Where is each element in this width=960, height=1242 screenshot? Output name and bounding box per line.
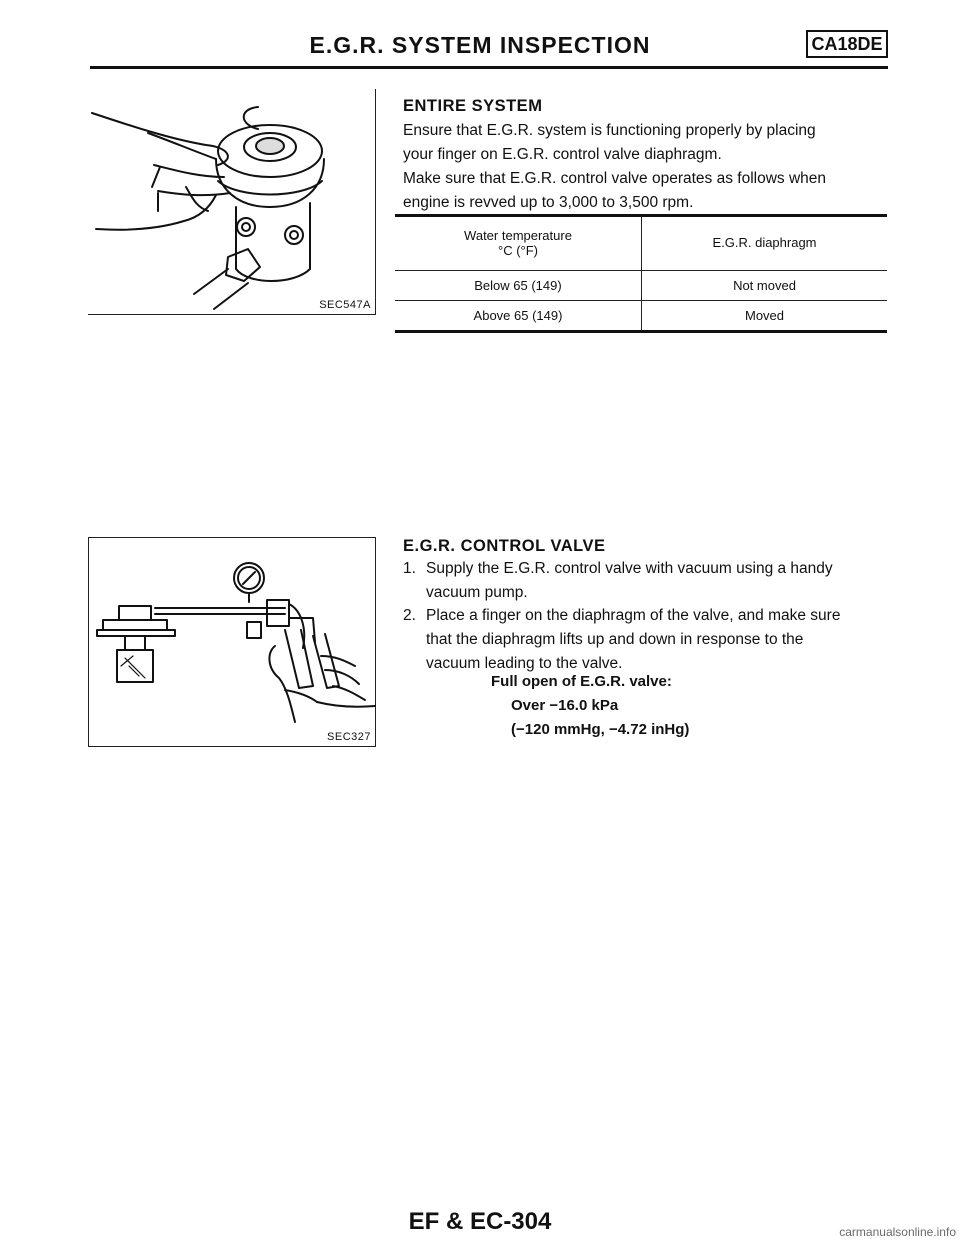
table-row [395,270,887,300]
table-row [395,300,887,330]
egr-diaphragm-table [395,216,887,330]
step-2 [403,604,889,676]
header-unit: °C (°F) [498,242,538,258]
spec-value-mmhg: (−120 mmHg, −4.72 inHg) [511,721,690,738]
step-1 [403,557,889,605]
header-rule [90,66,888,69]
table-cell-temperature: Below 65 (149) [395,270,642,300]
step-number: 1. [403,560,416,577]
entire-system-line: Make sure that E.G.R. control valve operates as follows when [403,170,827,187]
step-text [426,604,889,676]
entire-system-line: engine is revved up to 3,000 to 3,500 rpm. [403,194,694,211]
table-cell-state: Moved [744,307,785,323]
entire-system-line: your finger on E.G.R. control valve diaphragm. [403,146,722,163]
section-heading-entire-system: ENTIRE SYSTEM [403,97,543,115]
page-number: EF & EC-304 [408,1208,552,1235]
spec-label: Full open of E.G.R. valve: [491,673,672,690]
figure-vacuum-pump [88,537,376,747]
step-line: Supply the E.G.R. control valve with vacuum using a handy [426,560,833,577]
engine-code-badge: CA18DE [806,30,888,58]
figure-egr-valve-finger [88,89,376,315]
step-line: Place a finger on the diaphragm of the valve, and make sure [426,607,841,624]
step-number: 2. [403,607,416,624]
header-text: Water temperature [464,227,572,243]
spec-value-kpa: Over −16.0 kPa [511,697,619,714]
table-cell-state: Not moved [642,270,888,300]
watermark: carmanualsonline.info [839,1225,956,1239]
table-bottom-rule [395,330,887,333]
entire-system-line: Ensure that E.G.R. system is functioning properly by placing [403,122,816,139]
egr-valve-illustration [88,89,376,315]
column-header-egr-diaphragm: E.G.R. diaphragm [642,216,888,270]
step-line: that the diaphragm lifts up and down in response to the [426,631,804,648]
table-cell-temperature: Above 65 (149) [395,300,642,330]
entire-system-paragraph [403,119,889,215]
table-header-row [395,216,887,270]
step-line: vacuum pump. [426,584,528,601]
step-line: vacuum leading to the valve. [426,655,623,672]
vacuum-pump-illustration [89,538,377,748]
page-title: E.G.R. SYSTEM INSPECTION [309,32,651,58]
column-header-water-temperature [395,216,642,270]
section-heading-control-valve: E.G.R. CONTROL VALVE [403,537,606,555]
figure-code: SEC327 [327,731,371,743]
figure-code: SEC547A [319,299,371,311]
step-text [426,557,889,605]
